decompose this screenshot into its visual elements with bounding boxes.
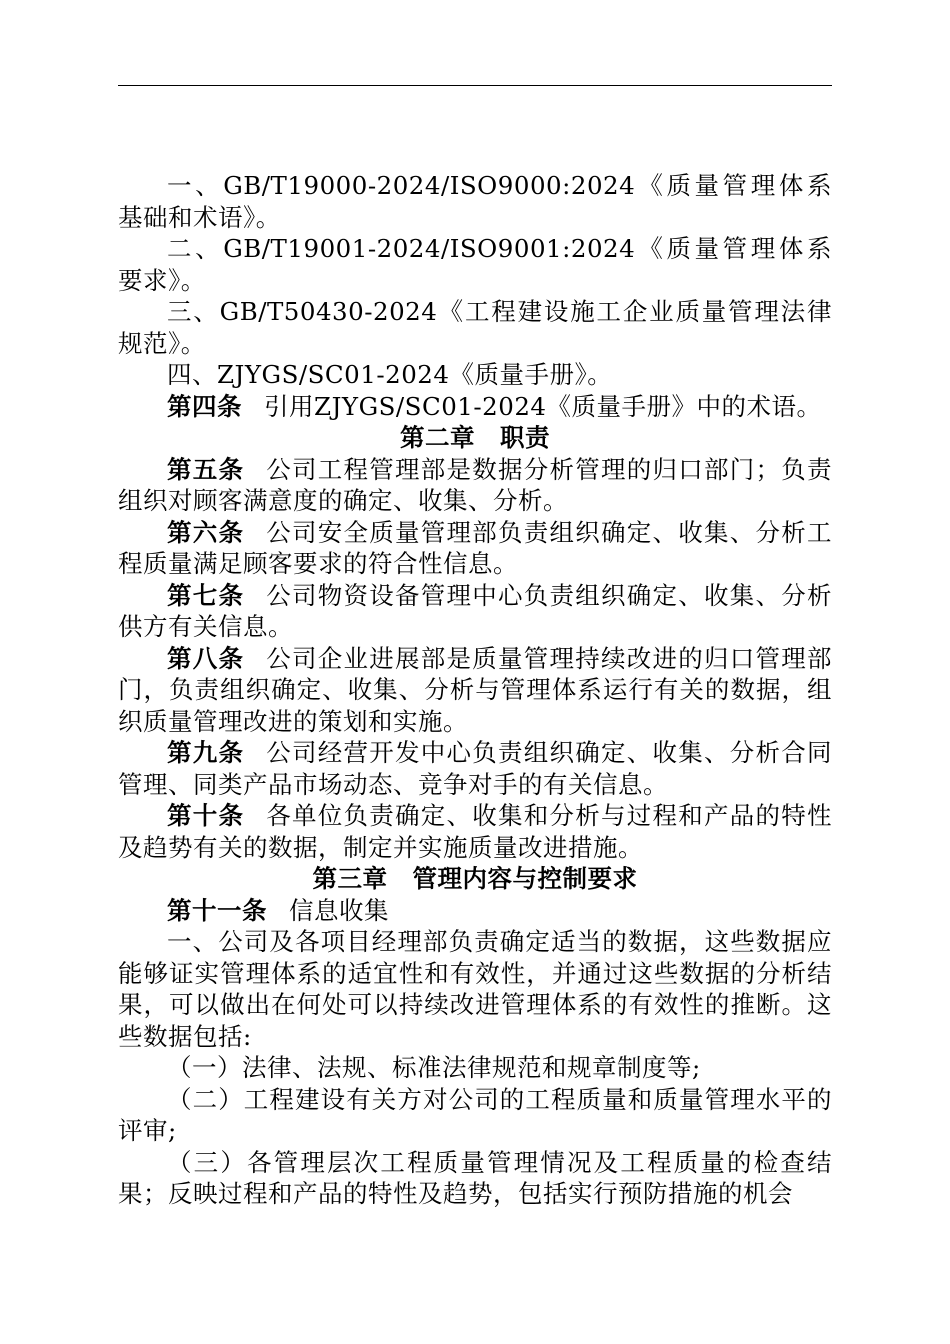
article-label: 第八条 <box>167 643 245 673</box>
article-label: 第九条 <box>167 738 245 767</box>
article-text: 公司企业进展部是质量管理持续改进的归口管理部门，负责组织确定、收集、分析与管理体系运行有关的数据，组织质量管理改进的策划和实施。 <box>118 643 833 736</box>
article-text: 公司经营开发中心负责组织确定、收集、分析合同管理、同类产品市场动态、竞争对手的有关信息。 <box>118 738 833 799</box>
article-7 <box>118 580 832 643</box>
list-item: （三）各管理层次工程质量管理情况及工程质量的检查结果；反映过程和产品的特性及趋势，包括实行预防措施的机会 <box>118 1147 832 1208</box>
article-text: 公司工程管理部是数据分析管理的归口部门；负责组织对顾客满意度的确定、收集、分析。 <box>118 454 833 515</box>
list-item: （一）法律、法规、标准法律规范和规章制度等; <box>167 1053 701 1082</box>
header-rule <box>118 85 832 86</box>
article-4 <box>118 391 832 423</box>
article-9 <box>118 737 832 800</box>
article-5 <box>118 454 832 517</box>
article-6 <box>118 517 832 580</box>
reference-item: 一、GB/T19000-2024/ISO9000:2024《质量管理体系 基础和术语》。 <box>118 171 857 232</box>
article-11 <box>118 895 832 927</box>
article-text: 信息收集 <box>289 895 390 925</box>
article-8 <box>118 643 832 738</box>
article-text: 引用ZJYGS/SC01-2024《质量手册》中的术语。 <box>264 391 822 421</box>
article-10 <box>118 800 832 863</box>
article-label: 第十一条 <box>167 895 267 925</box>
article-label: 第十条 <box>167 801 245 830</box>
article-label: 第五条 <box>167 454 245 484</box>
list-item: （二）工程建设有关方对公司的工程质量和质量管理水平的评审; <box>118 1084 832 1145</box>
article-label: 第六条 <box>167 517 245 547</box>
paragraph: 一、公司及各项目经理部负责确定适当的数据，这些数据应能够证实管理体系的适宜性和有效性，并通过这些数据的分析结果，可以做出在何处可以持续改进管理体系的有效性的推断。这些数据包括: <box>118 927 832 1051</box>
article-text: 公司安全质量管理部负责组织确定、收集、分析工程质量满足顾客要求的符合性信息。 <box>118 517 833 578</box>
article-text: 公司物资设备管理中心负责组织确定、收集、分析供方有关信息。 <box>118 580 833 641</box>
article-text: 各单位负责确定、收集和分析与过程和产品的特性及趋势有关的数据，制定并实施质量改进措施。 <box>118 801 833 862</box>
reference-item: 二、GB/T19001-2024/ISO9001:2024《质量管理体系 要求》。 <box>118 234 857 295</box>
document-body <box>118 170 857 1210</box>
article-label: 第七条 <box>167 580 245 610</box>
chapter-2-heading: 第二章 职责 <box>400 423 550 452</box>
reference-item: 四、ZJYGS/SC01-2024《质量手册》。 <box>167 360 613 389</box>
article-label: 第四条 <box>167 391 242 421</box>
reference-item: 三、GB/T50430-2024《工程建设施工企业质量管理法律规范》。 <box>118 297 832 358</box>
chapter-3-heading: 第三章 管理内容与控制要求 <box>312 864 638 893</box>
